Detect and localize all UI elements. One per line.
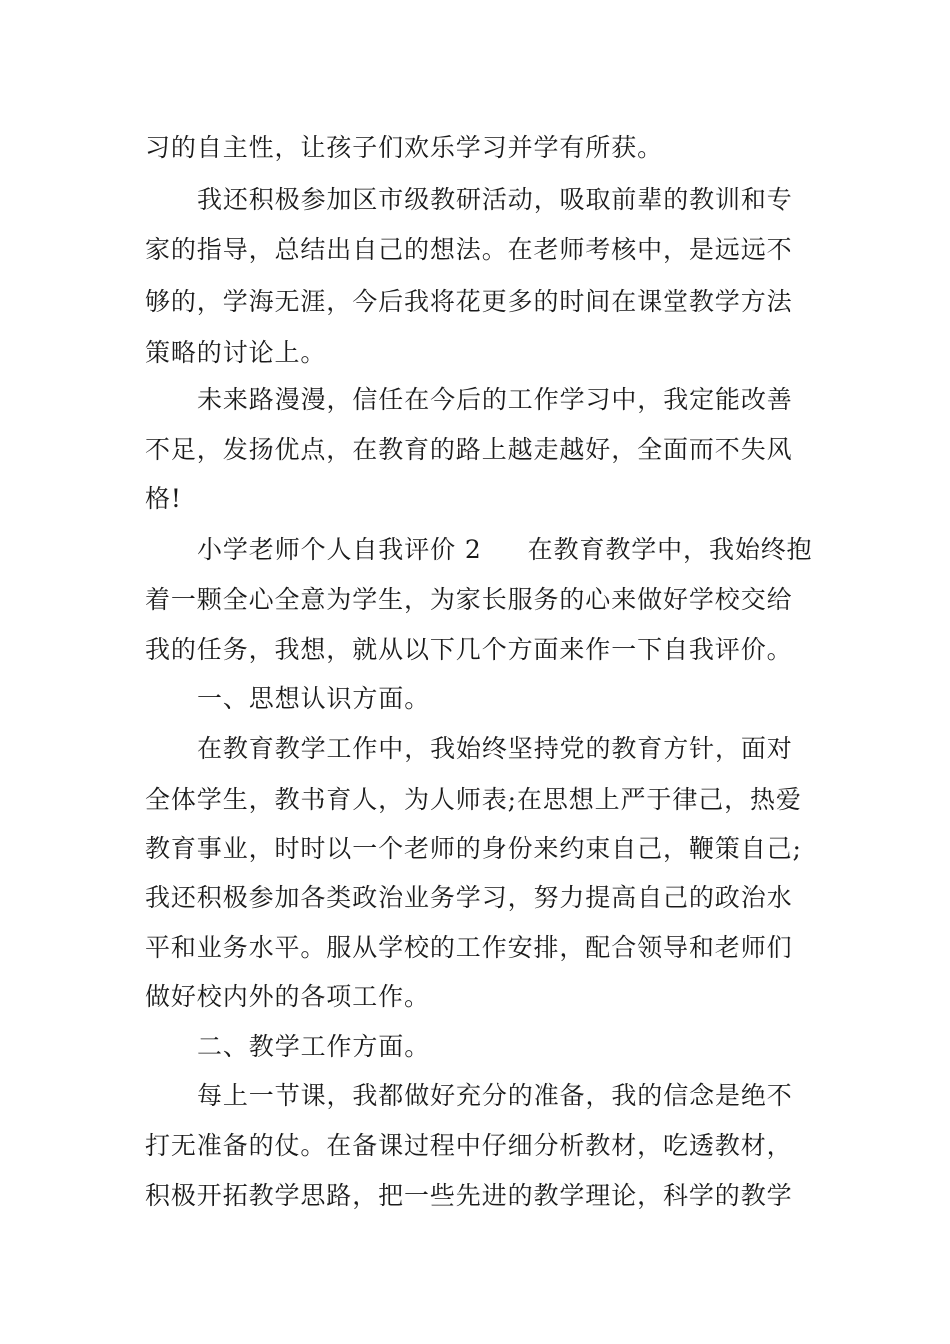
text-line: 我还积极参加区市级教研活动，吸取前辈的教训和专	[197, 185, 793, 214]
text-line: 做好校内外的各项工作。	[145, 982, 430, 1011]
subheading: 一、思想认识方面。	[197, 684, 431, 713]
text-line: 打无准备的仗。在备课过程中仔细分析教材，吃透教材，	[145, 1131, 793, 1160]
text-line: 每上一节课，我都做好充分的准备，我的信念是绝不	[197, 1081, 793, 1110]
section-heading-line	[197, 530, 825, 570]
text-line: 策略的讨论上。	[145, 338, 327, 367]
text-line: 够的，学海无涯，今后我将花更多的时间在课堂教学方法	[145, 287, 793, 316]
text-fragment: 在教育教学中，我始终抱	[527, 535, 813, 564]
text-line: 未来路漫漫，信任在今后的工作学习中，我定能改善	[197, 385, 793, 414]
text-line: 不足，发扬优点，在教育的路上越走越好，全面而不失风	[145, 435, 793, 464]
text-line: 着一颗全心全意为学生，为家长服务的心来做好学校交给	[145, 585, 793, 614]
text-line: 家的指导，总结出自己的想法。在老师考核中，是远远不	[145, 235, 793, 264]
text-line: 格!	[145, 484, 182, 513]
section-title: 小学老师个人自我评价 2	[197, 535, 482, 564]
text-line: 我还积极参加各类政治业务学习，努力提高自己的政治水	[145, 883, 793, 912]
text-line: 我的任务，我想，就从以下几个方面来作一下自我评价。	[145, 635, 793, 664]
text-line: 习的自主性，让孩子们欢乐学习并学有所获。	[145, 133, 664, 162]
subheading: 二、教学工作方面。	[197, 1032, 431, 1061]
text-line: 在教育教学工作中，我始终坚持党的教育方针，面对	[197, 734, 793, 763]
text-line: 全体学生，教书育人，为人师表;在思想上严于律己，热爱	[145, 785, 802, 814]
text-line: 教育事业，时时以一个老师的身份来约束自己，鞭策自己;	[145, 834, 802, 863]
text-line: 积极开拓教学思路，把一些先进的教学理论，科学的教学	[145, 1181, 793, 1210]
text-line: 平和业务水平。服从学校的工作安排，配合领导和老师们	[145, 933, 793, 962]
